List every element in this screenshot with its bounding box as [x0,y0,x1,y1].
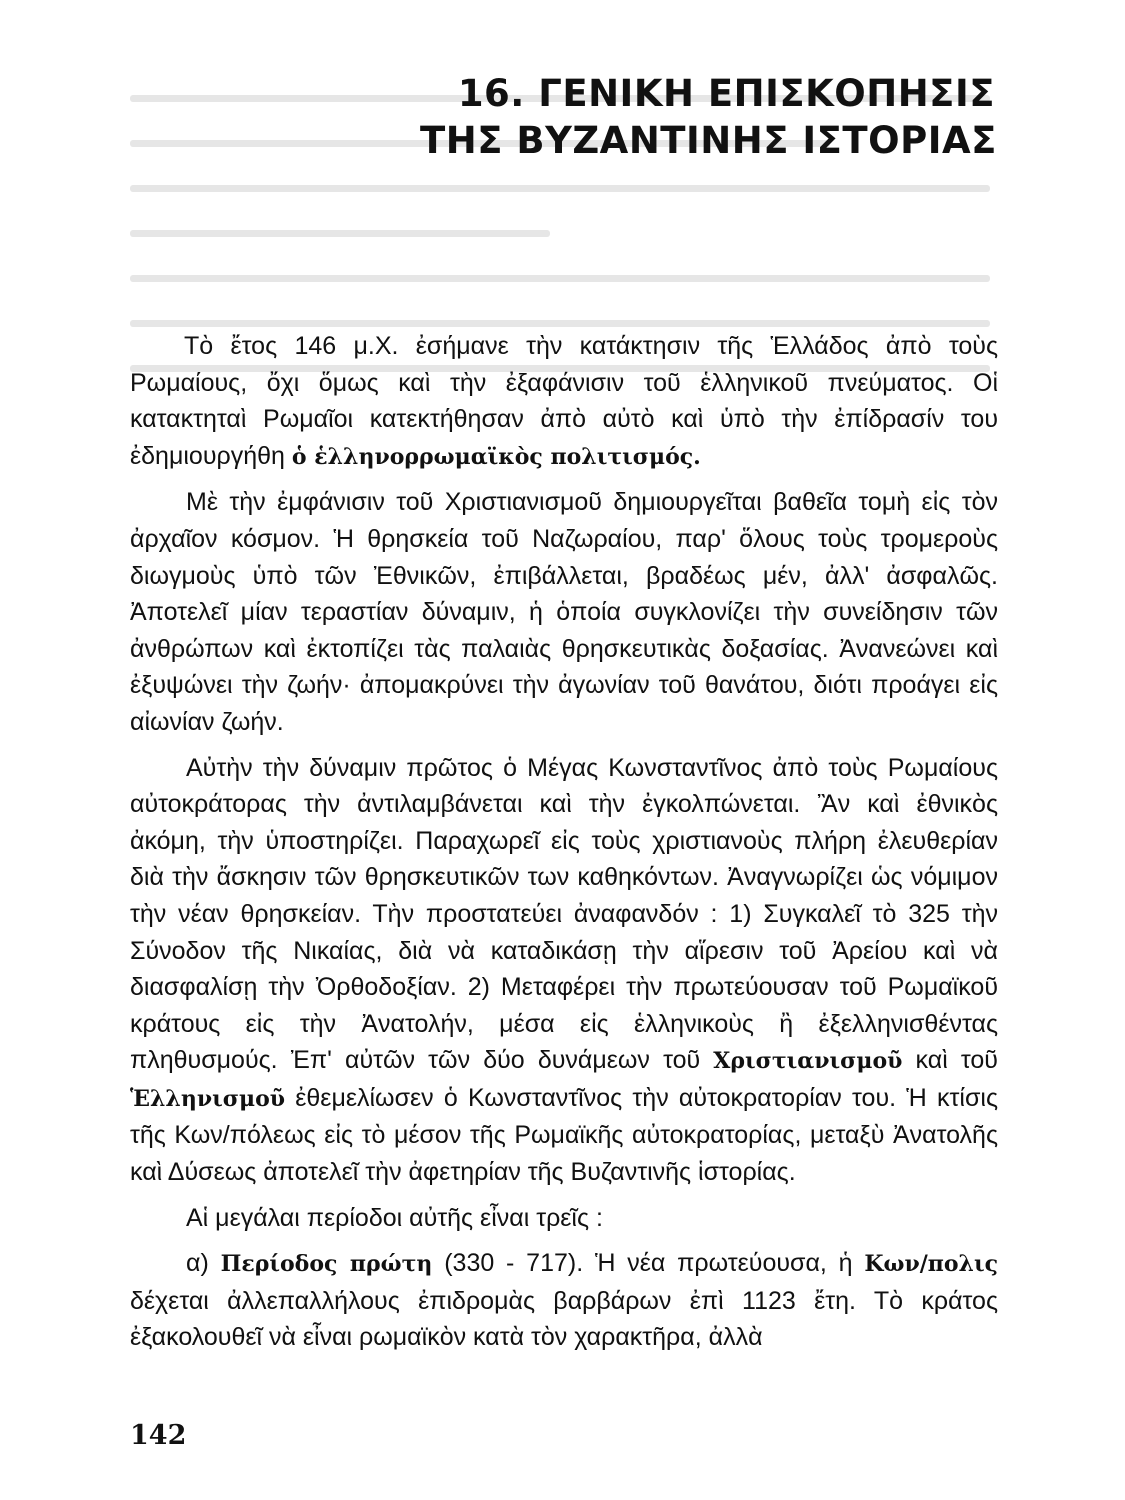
paragraph-5 [130,1245,998,1356]
body-text [130,328,998,1365]
paragraph-4-text: Αἱ μεγάλαι περίοδοι αὐτῆς εἶναι τρεῖς : [186,1203,603,1232]
paragraph-3-bold-hellenism: Ἑλληνισμοῦ [130,1085,286,1112]
paragraph-3 [130,750,998,1191]
paragraph-5-bold-period: Περίοδος πρώτη [220,1251,433,1278]
paragraph-1 [130,328,998,475]
page-number: 142 [130,1420,187,1451]
paragraph-5-bold-konpolis: Κων/πολις [864,1251,998,1278]
paragraph-5-text-c: (330 - 717). Ἡ νέα πρωτεύουσα, ἡ [432,1249,865,1278]
paragraph-3-text-e: ἐθεμελίωσεν ὁ Κωνσταντῖνος τὴν αὐτοκρατορίαν του. Ἡ κτίσις τῆς Κων/πόλεως εἰς τὸ μέσον τῆς Ρωμαϊκῆς αὐτοκρατορίας, μεταξὺ Ἀνατολῆς καὶ Δύσεως ἀποτελεῖ τὴν ἀφετηρίαν τῆς Βυζαντινῆς ἱστορίας. [130,1083,998,1187]
paragraph-1-text: Τὸ ἔτος 146 μ.Χ. ἐσήμανε τὴν κατάκτησιν τῆς Ἑλλάδος ἀπὸ τοὺς Ρωμαίους, ὄχι ὅμως καὶ τὴν ἐξαφάνισιν τοῦ ἑλληνικοῦ πνεύματος. Οἱ κατακτηταὶ Ρωμαῖοι κατεκτήθησαν ἀπὸ αὐτὸ καὶ ὑπὸ τὴν ἐπίδρασίν του ἐδημιουργήθη [130,332,998,470]
paragraph-5-text-a: α) [186,1249,221,1278]
paragraph-3-text-a: Αὐτὴν τὴν δύναμιν πρῶτος ὁ Μέγας Κωνσταντῖνος ἀπὸ τοὺς Ρωμαίους αὐτοκράτορας τὴν ἀντιλαμβάνεται καὶ τὴν ἐγκολπώνεται. Ἂν καὶ ἐθνικὸς ἀκόμη, τὴν ὑποστηρίζει. Παραχωρεῖ εἰς τοὺς χριστιανοὺς πλήρη ἐλευθερίαν διὰ τὴν ἄσκησιν τῶν θρησκευτικῶν των καθηκόντων. Ἀναγνωρίζει ὡς νόμιμον τὴν νέαν θρησκείαν. Τὴν προστατεύει ἀναφανδόν : 1) Συγκαλεῖ τὸ 325 τὴν Σύνοδον τῆς Νικαίας, διὰ νὰ καταδικάσῃ τὴν αἵρεσιν τοῦ Ἀρείου καὶ νὰ διασφαλίσῃ τὴν Ὀρθοδοξίαν. 2) Μεταφέρει τὴν πρωτεύουσαν τοῦ Ρωμαϊκοῦ κράτους εἰς τὴν Ἀνατολήν, μέσα εἰς ἑλληνικοὺς ἢ ἐξελληνισθέντας πληθυσμούς. Ἐπ' αὐτῶν τῶν δύο δυνάμεων τοῦ [130,753,998,1075]
paragraph-1-bold: ὁ ἑλληνορρωμαϊκὸς πολιτισμός. [291,443,701,470]
paragraph-5-text-e: δέχεται ἀλλεπαλλήλους ἐπιδρομὰς βαρβάρων ἐπὶ 1123 ἔτη. Τὸ κράτος ἐξακολουθεῖ νὰ εἶναι ρωμαϊκὸν κατὰ τὸν χαρακτῆρα, ἀλλὰ [130,1286,998,1352]
chapter-title [420,70,995,164]
paragraph-2-text: Μὲ τὴν ἐμφάνισιν τοῦ Χριστιανισμοῦ δημιουργεῖται βαθεῖα τομὴ εἰς τὸν ἀρχαῖον κόσμον. Ἡ θρησκεία τοῦ Ναζωραίου, παρ' ὅλους τοὺς τρομεροὺς διωγμοὺς ὑπὸ τῶν Ἐθνικῶν, ἐπιβάλλεται, βραδέως μέν, ἀλλ' ἀσφαλῶς. Ἀποτελεῖ μίαν τεραστίαν δύναμιν, ἡ ὁποία συγκλονίζει τὴν συνείδησιν τῶν ἀνθρώπων καὶ ἐκτοπίζει τὰς παλαιὰς θρησκευτικὰς δοξασίας. Ἀνανεώνει καὶ ἐξυψώνει τὴν ζωήν· ἀπομακρύνει τὴν ἀγωνίαν τοῦ θανάτου, διότι προάγει εἰς αἰωνίαν ζωήν. [130,488,998,736]
paragraph-3-bold-christianity: Χριστιανισμοῦ [713,1048,903,1075]
paragraph-2 [130,484,998,740]
paragraph-4 [130,1200,998,1237]
paragraph-3-text-c: καὶ τοῦ [902,1046,998,1075]
chapter-title-line-1: 16. ΓΕΝΙΚΗ ΕΠΙΣΚΟΠΗΣΙΣ [457,72,995,115]
chapter-title-line-2: ΤΗΣ ΒΥΖΑΝΤΙΝΗΣ ΙΣΤΟΡΙΑΣ [420,119,997,162]
